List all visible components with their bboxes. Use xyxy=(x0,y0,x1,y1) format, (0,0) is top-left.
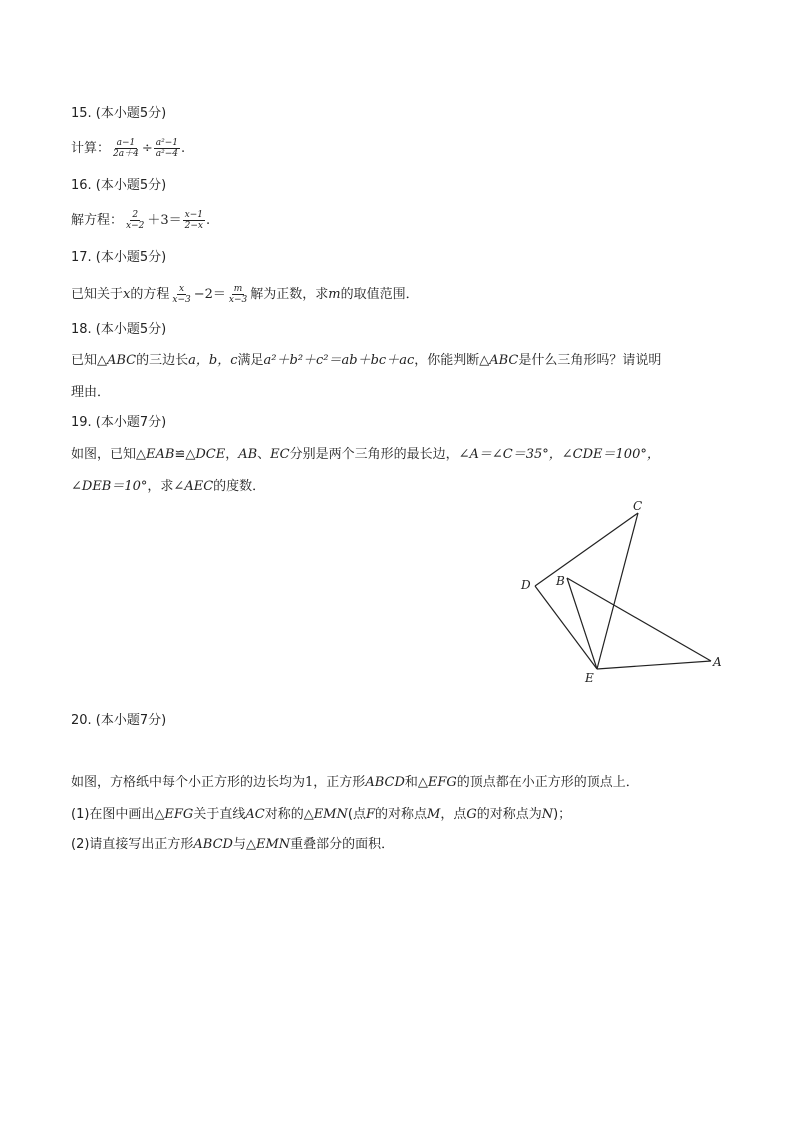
q16-problem: 解方程： $\frac{2}{x-2}$ ＋3＝ $\frac{x-1}{2-x}$ . xyxy=(71,210,211,231)
label-A: A xyxy=(713,655,722,669)
q15-header: 15. (本小题5分) xyxy=(71,106,167,121)
q19-triangle-figure xyxy=(510,495,740,690)
label-B: B xyxy=(556,574,565,588)
q20-line-1: 如图，方格纸中每个小正方形的边长均为1，正方形ABCD和△EFG的顶点都在小正方形的顶点上． xyxy=(71,775,639,790)
q20-header: 20. (本小题7分) xyxy=(71,713,167,728)
q18-header: 18. (本小题5分) xyxy=(71,322,167,337)
label-C: C xyxy=(633,499,643,513)
label-E: E xyxy=(585,671,594,685)
q16-header: 16. (本小题5分) xyxy=(71,178,167,193)
q19-header: 19. (本小题7分) xyxy=(71,415,167,430)
q15-problem: 计算： $\frac{a-1}{2a+4}$ ÷ $\frac{\text{a²−1}}{\text{a²−4}}$ . xyxy=(71,138,186,159)
q16-label: 解方程： xyxy=(71,213,124,228)
segment-CE xyxy=(597,513,638,669)
label-D: D xyxy=(521,578,531,592)
q20-line-2: (1)在图中画出△EFG关于直线AC对称的△EMN(点F的对称点M，点G的对称点为N)； xyxy=(71,807,572,822)
q15-fraction-1: $\frac{a-1}{2a+4}$ xyxy=(113,138,139,159)
q19-line-2: ∠DEB＝10°，求∠AEC的度数． xyxy=(71,479,266,494)
segment-BA xyxy=(567,578,711,661)
q15-operator: ÷ xyxy=(141,141,153,156)
q19-line-1: 如图，已知△EAB≌△DCE，AB、EC分别是两个三角形的最长边，∠A＝∠C＝35°，∠CDE＝100°， xyxy=(71,447,660,462)
segment-BE xyxy=(567,578,597,669)
q17-problem: 已知关于x的方程 $\frac{x}{x-3}$ −2＝ $\frac{m}{x-3}$ 解为正数，求m的取值范围． xyxy=(71,284,419,305)
q18-line-1: 已知△ABC的三边长a，b，c满足a²＋b²＋c²＝ab＋bc＋ac，你能判断△ABC是什么三角形吗？请说明 xyxy=(71,353,662,368)
q16-fraction-1: $\frac{2}{x-2}$ xyxy=(126,210,145,231)
q17-fraction-2: $\frac{m}{x-3}$ xyxy=(228,284,248,305)
q17-fraction-1: $\frac{x}{x-3}$ xyxy=(172,284,191,305)
q17-header: 17. (本小题5分) xyxy=(71,250,167,265)
q18-line-2: 理由． xyxy=(71,385,111,400)
segment-EA xyxy=(597,661,711,669)
q15-label: 计算： xyxy=(71,141,111,156)
q15-fraction-2: $\frac{\text{a²−1}}{\text{a²−4}}$ xyxy=(155,138,178,159)
segment-DE xyxy=(535,586,597,669)
q16-fraction-2: $\frac{x-1}{2-x}$ xyxy=(184,210,203,231)
segment-DC xyxy=(535,513,638,586)
q20-line-3: (2)请直接写出正方形ABCD与△EMN重叠部分的面积． xyxy=(71,837,395,852)
